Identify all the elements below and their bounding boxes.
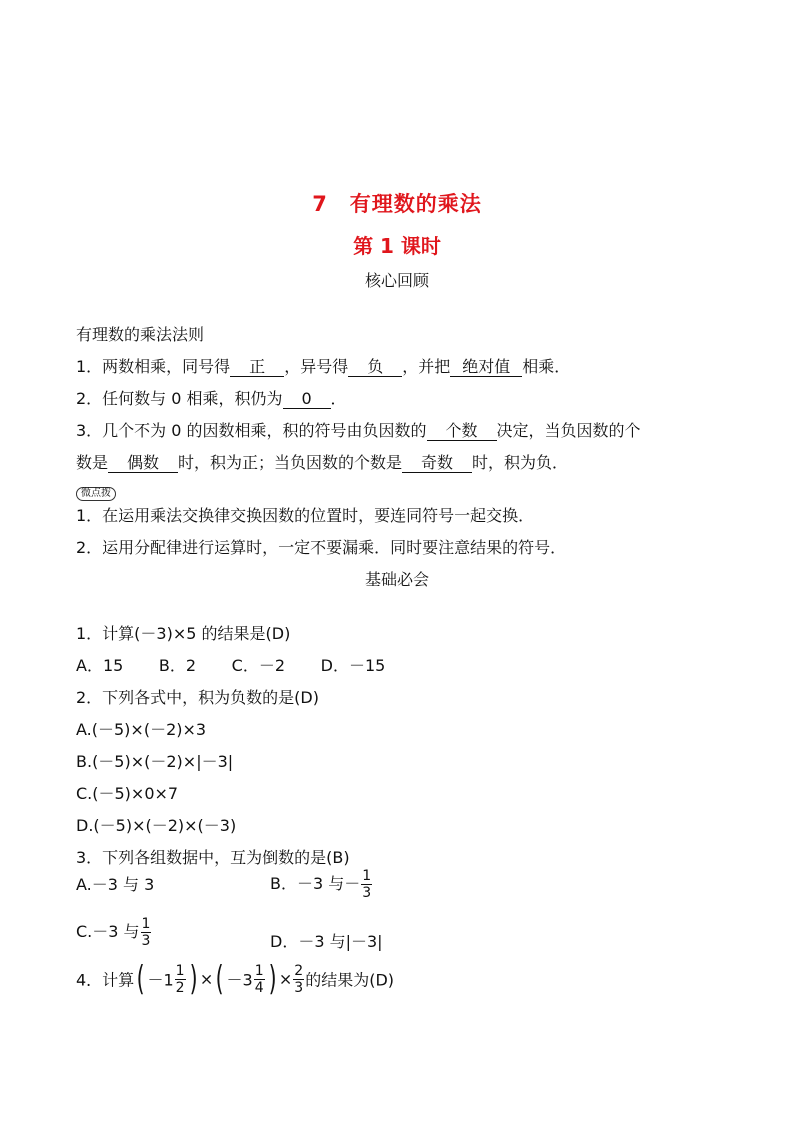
- fraction-numerator: 1: [141, 916, 151, 932]
- rule-1-text-c: ，异号得: [284, 357, 349, 376]
- rule-3b-text-c: 时，积为正；当负因数的个数是: [178, 453, 403, 472]
- tip-badge-label: 微点拨: [76, 487, 116, 501]
- q3-option-c-text: C.－3 与: [76, 922, 140, 941]
- fraction-denominator: 3: [362, 885, 372, 901]
- tip-1: 1．在运用乘法交换律交换因数的位置时，要连同符号一起交换．: [76, 506, 535, 525]
- right-paren: ): [189, 959, 198, 999]
- question-3-option-b: [270, 868, 373, 901]
- question-3-option-d: D．－3 与|－3|: [270, 932, 383, 951]
- rule-1-blank-3: 绝对值: [450, 358, 522, 377]
- question-4-stem: [76, 959, 395, 999]
- rule-3-continued: [76, 450, 568, 473]
- q4-fraction-2: [254, 963, 265, 996]
- fraction-denominator: 3: [294, 979, 304, 996]
- fraction-numerator: 1: [362, 868, 372, 884]
- question-2-option-a: A.(－5)×(－2)×3: [76, 720, 207, 739]
- rule-1-blank-1: 正: [230, 358, 284, 377]
- q4-fraction-3: [293, 963, 304, 996]
- q4-fraction-1: [175, 963, 186, 996]
- question-2-option-c: C.(－5)×0×7: [76, 784, 179, 803]
- fraction-numerator: 2: [294, 962, 304, 979]
- q4-suffix: 的结果为(D): [305, 970, 395, 990]
- question-1-stem: 1．计算(－3)×5 的结果是(D): [76, 624, 291, 643]
- right-paren: ): [268, 959, 277, 999]
- section-heading-core-review: 核心回顾: [364, 271, 429, 290]
- fraction-numerator: 1: [254, 962, 264, 979]
- left-paren: (: [136, 959, 145, 999]
- q4-times-2: ×: [278, 969, 293, 989]
- rule-3-text-a: 3．几个不为 0 的因数相乘，积的符号由负因数的: [76, 421, 427, 440]
- rule-3b-blank-1: 偶数: [108, 454, 178, 473]
- fraction-denominator: 2: [175, 979, 185, 996]
- rule-1-text-e: 相乘．: [522, 357, 571, 376]
- fraction-denominator: 4: [254, 979, 264, 996]
- rule-2-blank-1: 0: [283, 390, 331, 409]
- q4-whole-2: －3: [226, 970, 253, 990]
- left-paren: (: [215, 959, 224, 999]
- rule-3-blank-1: 个数: [427, 422, 497, 441]
- tip-badge: [76, 481, 116, 501]
- rule-2-text-c: ．: [330, 389, 347, 408]
- fraction-numerator: 1: [175, 962, 185, 979]
- question-1-options: A．15 B．2 C．－2 D．－15: [76, 656, 386, 675]
- rule-3b-text-d: 时，积为负．: [472, 453, 569, 472]
- rule-3b-text-a: 数是: [76, 453, 109, 472]
- q3-option-b-text: B．－3 与－: [270, 874, 361, 893]
- lesson-title: 7 有理数的乘法: [312, 192, 482, 216]
- question-3-option-a: A.－3 与 3: [76, 875, 155, 894]
- rule-1-blank-2: 负: [348, 358, 402, 377]
- q4-whole-1: －1: [147, 970, 174, 990]
- rule-1-text-d: ，并把: [402, 357, 451, 376]
- tip-2: 2．运用分配律进行运算时，一定不要漏乘．同时要注意结果的符号．: [76, 538, 567, 557]
- rule-3b-blank-2: 奇数: [402, 454, 472, 473]
- q4-prefix: 4．计算: [76, 970, 135, 990]
- question-2-option-d: D.(－5)×(－2)×(－3): [76, 816, 237, 835]
- q3-option-c-fraction: [141, 916, 152, 949]
- rule-2-text-a: 2．任何数与 0 相乘，积仍为: [76, 389, 283, 408]
- question-2-option-b: B.(－5)×(－2)×|－3|: [76, 752, 234, 771]
- question-2-stem: 2．下列各式中，积为负数的是(D): [76, 688, 319, 707]
- rules-heading: 有理数的乘法法则: [76, 325, 205, 344]
- lesson-subtitle: 第 1 课时: [353, 234, 441, 258]
- rule-3-text-c: 决定，当负因数的个: [496, 421, 641, 440]
- question-3-option-c: [76, 916, 152, 949]
- fraction-denominator: 3: [141, 933, 151, 949]
- rule-1-text-a: 1．两数相乘，同号得: [76, 357, 231, 376]
- q4-times-1: ×: [199, 969, 214, 989]
- rule-3: [76, 418, 641, 441]
- rule-1: [76, 354, 570, 377]
- q3-option-b-fraction: [361, 868, 372, 901]
- rule-2: [76, 386, 347, 409]
- section-heading-basics: 基础必会: [364, 570, 429, 589]
- question-3-stem: 3．下列各组数据中，互为倒数的是(B): [76, 848, 350, 867]
